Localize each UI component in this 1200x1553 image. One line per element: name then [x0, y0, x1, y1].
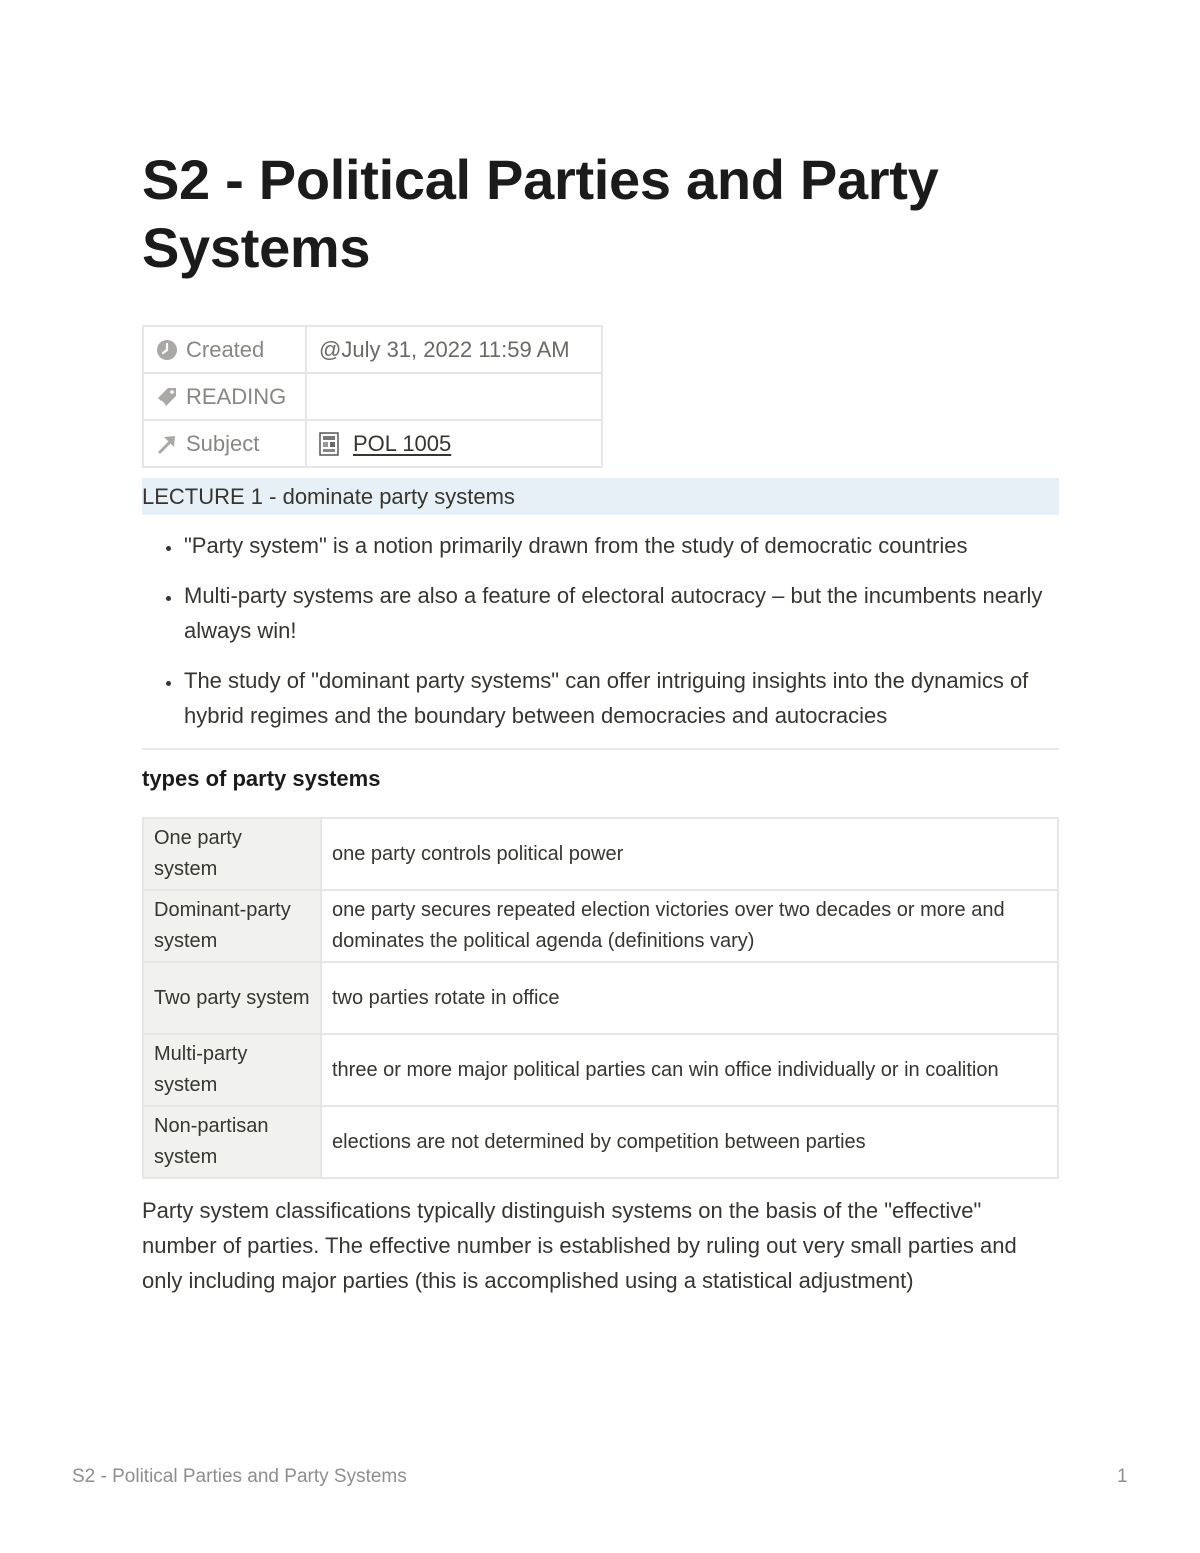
party-systems-table — [142, 817, 1059, 1179]
table-cell-type: Two party system — [143, 962, 321, 1034]
bullet-list — [142, 528, 1059, 733]
table-cell-description: one party secures repeated election victories over two decades or more and dominates the political agenda (definitions vary) — [321, 890, 1058, 962]
table-cell-description: one party controls political power — [321, 818, 1058, 890]
footer-page-number: 1 — [1117, 1466, 1128, 1487]
lecture-callout: LECTURE 1 - dominate party systems — [142, 478, 1059, 515]
table-row — [143, 1106, 1058, 1178]
list-item: • The study of "dominant party systems" can offer intriguing insights into the dynamics of hybrid regimes and the boundary between democracies and autocracies — [183, 663, 1059, 733]
property-label-created: Created — [186, 336, 265, 362]
table-row — [143, 890, 1058, 962]
divider — [142, 748, 1059, 750]
table-cell-description: three or more major political parties can win office individually or in coalition — [321, 1034, 1058, 1106]
body-paragraph: Party system classifications typically distinguish systems on the basis of the "effective" number of parties. The effective number is established by ruling out very small parties and only including major parties (this is accomplished using a statistical adjustment) — [142, 1198, 1017, 1293]
property-value-created: @July 31, 2022 11:59 AM — [306, 326, 602, 373]
page-icon — [319, 432, 339, 456]
property-value-subject — [306, 420, 602, 467]
table-row — [143, 818, 1058, 890]
property-label-subject: Subject — [186, 430, 260, 456]
arrow-up-right-icon — [156, 433, 178, 455]
property-row-subject — [143, 420, 602, 467]
table-row — [143, 962, 1058, 1034]
properties-table — [142, 325, 603, 468]
table-row — [143, 1034, 1058, 1106]
property-key-reading — [143, 373, 306, 420]
subject-link[interactable]: POL 1005 — [353, 430, 452, 456]
table-cell-type: Multi-party system — [143, 1034, 321, 1106]
property-row-created — [143, 326, 602, 373]
property-key-created — [143, 326, 306, 373]
property-key-subject — [143, 420, 306, 467]
property-value-reading[interactable] — [306, 373, 602, 420]
table-cell-type: Non-partisan system — [143, 1106, 321, 1178]
table-cell-type: Dominant-party system — [143, 890, 321, 962]
page-content — [142, 146, 1059, 1298]
property-label-reading: READING — [186, 383, 287, 409]
table-cell-type: One party system — [143, 818, 321, 890]
list-item: • "Party system" is a notion primarily drawn from the study of democratic countries — [183, 528, 1059, 563]
table-cell-description: two parties rotate in office — [321, 962, 1058, 1034]
section-heading: types of party systems — [142, 766, 381, 791]
tag-icon — [156, 386, 178, 408]
footer-title: S2 - Political Parties and Party Systems — [72, 1466, 407, 1487]
page-title: S2 - Political Parties and Party Systems — [142, 148, 939, 279]
property-row-reading — [143, 373, 602, 420]
list-item: • Multi-party systems are also a feature of electoral autocracy – but the incumbents nearly always win! — [183, 578, 1059, 648]
clock-icon — [156, 339, 178, 361]
table-cell-description: elections are not determined by competition between parties — [321, 1106, 1058, 1178]
